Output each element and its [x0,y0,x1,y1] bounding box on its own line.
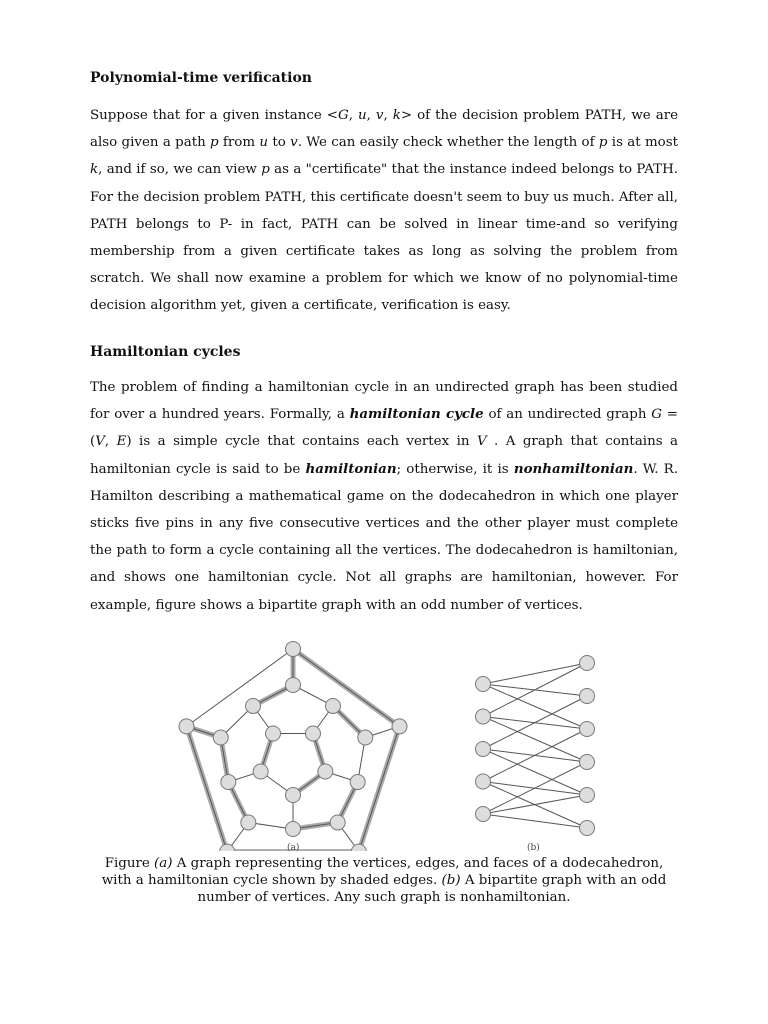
graph-vertex [580,689,595,704]
graph-vertex [246,698,261,713]
paragraph-hamiltonian: The problem of finding a hamiltonian cycle in an undirected graph has been studied for over a hundred years. Formally, a hamiltonian cycle of an undirected graph G = (V, E) is a simple cycle that contains each vertex in V . A graph that contains a hamiltonian cycle is said to be hamiltonian; otherwise, it is nonhamiltonian. W. R. Hamilton describing a mathematical game on the dodecahedron in which one player sticks five pins in any five consecutive vertices and the other player must complete the path to form a cycle containing all the vertices. The dodecahedron is hamiltonian, and shows one hamiltonian cycle. Not all graphs are hamiltonian, however. For example, figure shows a bipartite graph with an odd number of vertices. [90,380,679,613]
graph-vertex [350,775,365,790]
section-heading-verification: Polynomial-time verification [90,70,312,86]
graph-vertex [330,815,345,830]
subfigure-label-a: (a) [287,843,300,853]
graph-vertex [476,742,491,757]
graph-vertex [476,677,491,692]
graph-vertex [392,719,407,734]
graph-vertex [241,815,256,830]
graph-vertex [580,722,595,737]
dodecahedron-graph [175,641,415,851]
graph-vertex [266,726,281,741]
graph-vertex [580,755,595,770]
graph-vertex [286,788,301,803]
graph-edge [483,663,587,684]
figure [175,636,595,856]
graph-vertex [580,821,595,836]
graph-edge [186,649,293,726]
graph-vertex [358,730,373,745]
graph-vertex [318,764,333,779]
graph-edge [483,795,587,814]
graph-vertex [476,774,491,789]
paragraph-verification: Suppose that for a given instance <G, u, v, k> of the decision problem PATH, we are also given a path p from u to v. We can easily check whether the length of p is at most k, and if so, we can view p as a "certificate" that the instance indeed belongs to PATH. For the decision problem PATH, this certificate doesn't seem to buy us much. After all, PATH belongs to P- in fact, PATH can be solved in linear time-and so verifying membership from a given certificate takes as long as solving the problem from scratch. We shall now examine a problem for which we know of no polynomial-time decision algorithm yet, given a certificate, verification is easy. [90,108,679,314]
graph-vertex [325,698,340,713]
graph-vertex [213,730,228,745]
graph-vertex [580,788,595,803]
graph-vertex [253,764,268,779]
graph-vertex [286,642,301,657]
graph-vertex [179,719,194,734]
graph-vertex [580,656,595,671]
graph-vertex [476,807,491,822]
figure-caption: Figure (a) A graph representing the vertices, edges, and faces of a dodecahedron, with a hamiltonian cycle shown by shaded edges. (b) A bipartite graph with an odd number of vertices. Any such graph is nonhamiltonian. [101,856,667,905]
subfigure-label-b: (b) [527,843,540,853]
graph-vertex [476,709,491,724]
graph-vertex [305,726,320,741]
graph-edge [293,649,400,726]
section-heading-hamiltonian: Hamiltonian cycles [90,344,241,360]
graph-vertex [286,678,301,693]
graph-edge [483,663,587,717]
bipartite-graph [465,641,605,851]
graph-vertex [286,822,301,837]
graph-vertex [221,775,236,790]
